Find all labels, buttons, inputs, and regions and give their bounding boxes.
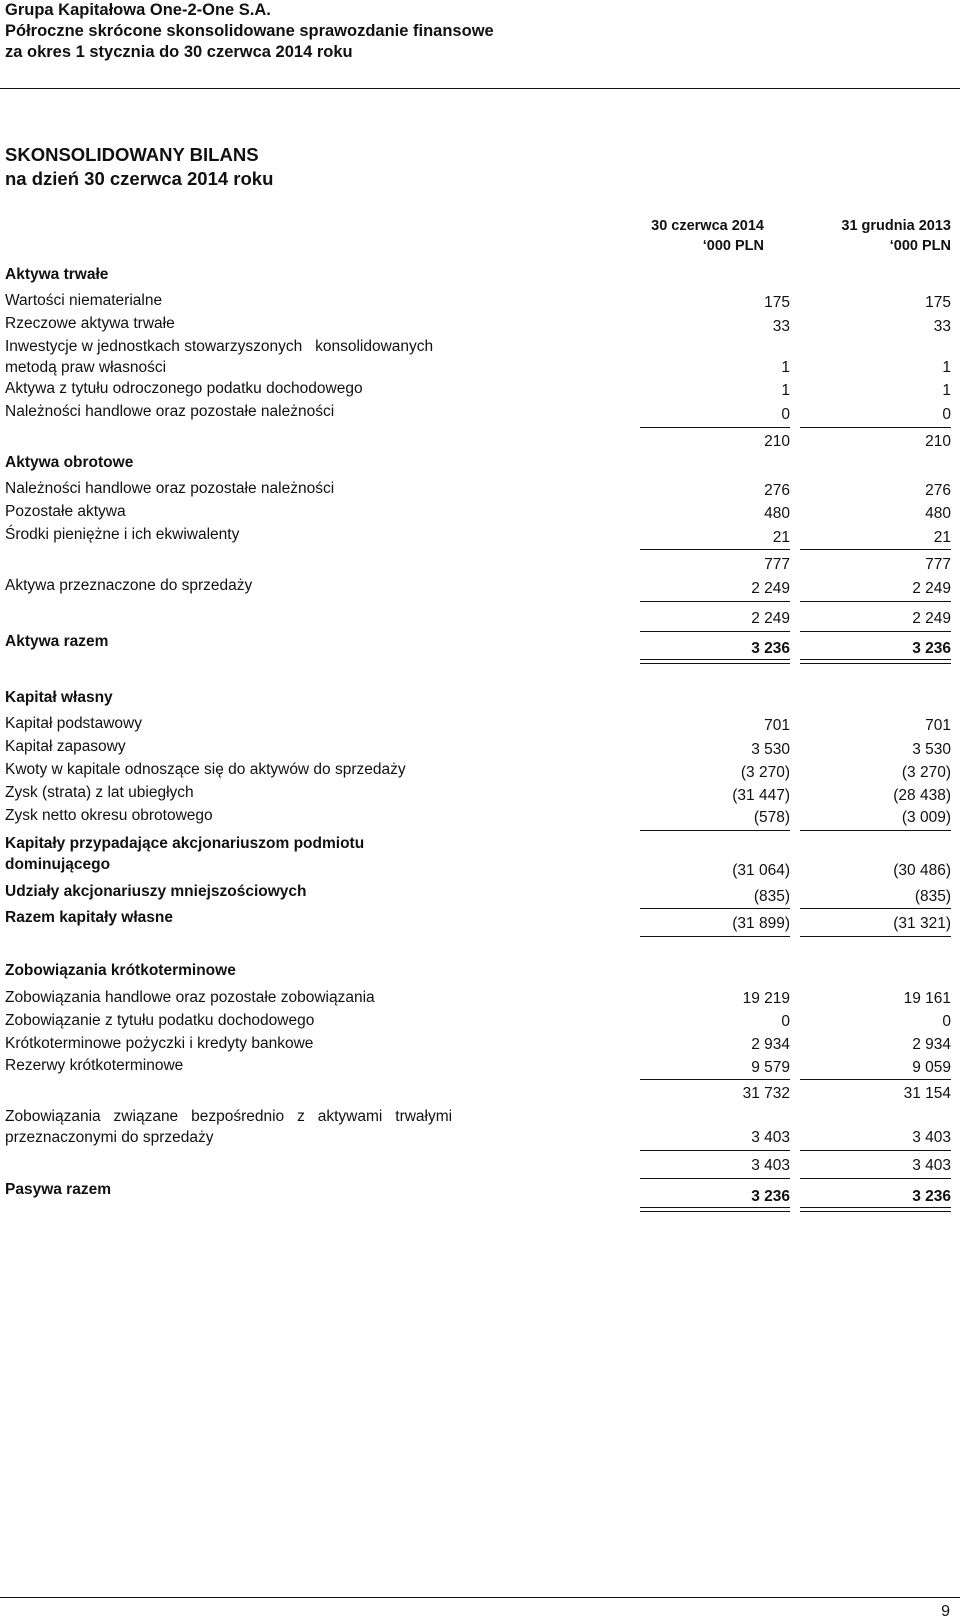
- underline: [800, 601, 951, 602]
- underline: [800, 631, 951, 632]
- row-value-col2: 3 403: [912, 1129, 951, 1146]
- total-liabilities-col1: 3 236: [751, 1188, 790, 1205]
- row-value-col2: (28 438): [893, 787, 951, 804]
- underline: [800, 427, 951, 428]
- row-value-col2: 1: [942, 382, 951, 399]
- report-period: za okres 1 stycznia do 30 czerwca 2014 roku: [5, 43, 353, 61]
- row-label: Kapitał podstawowy: [5, 715, 142, 732]
- minority-interest-label: Udziały akcjonariuszy mniejszościowych: [5, 883, 307, 900]
- row-label: Zobowiązanie z tytułu podatku dochodowego: [5, 1012, 315, 1029]
- row-label: Krótkoterminowe pożyczki i kredyty bankowe: [5, 1035, 314, 1052]
- underline: [640, 427, 790, 428]
- row-label: Zobowiązania handlowe oraz pozostałe zobowiązania: [5, 989, 375, 1006]
- row-value-col2: 480: [925, 505, 951, 522]
- total-equity-label: Razem kapitały własne: [5, 909, 173, 926]
- parent-equity-col1: (31 064): [732, 862, 790, 879]
- parent-equity-col2: (30 486): [893, 862, 951, 879]
- col1-unit-header: ‘000 PLN: [702, 238, 764, 254]
- row-value-col2: (3 270): [901, 764, 951, 781]
- row-label: Wartości niematerialne: [5, 292, 163, 309]
- section-heading-current-assets: Aktywa obrotowe: [5, 454, 134, 471]
- row-value-col2: 2 934: [912, 1036, 951, 1053]
- total-assets-col1: 3 236: [751, 640, 790, 657]
- parent-equity-label-cont: dominującego: [5, 856, 111, 873]
- col2-date-header: 31 grudnia 2013: [841, 218, 951, 234]
- double-underline: [640, 1207, 790, 1212]
- statement-title: SKONSOLIDOWANY BILANS: [5, 144, 259, 165]
- subtotal-current-col1: 777: [764, 556, 790, 573]
- section-heading-noncurrent-assets: Aktywa trwałe: [5, 266, 109, 283]
- row-value-col1: 1: [781, 382, 790, 399]
- row-value-col1: 3 403: [751, 1129, 790, 1146]
- row-label: Należności handlowe oraz pozostałe należności: [5, 480, 335, 497]
- row-label: Zysk netto okresu obrotowego: [5, 807, 213, 824]
- row-value-col2: 3 530: [912, 741, 951, 758]
- row-value-col1: 480: [764, 505, 790, 522]
- underline: [640, 601, 790, 602]
- row-value-col2: 0: [942, 1013, 951, 1030]
- row-label: Inwestycje w jednostkach stowarzyszonych konsolidowanych: [5, 338, 434, 355]
- section-heading-equity: Kapitał własny: [5, 689, 113, 706]
- footer-divider: [0, 1597, 960, 1598]
- underline: [640, 631, 790, 632]
- row-value-col1: 0: [781, 1013, 790, 1030]
- subtotal-noncurrent-col2: 210: [925, 433, 951, 450]
- statement-date: na dzień 30 czerwca 2014 roku: [5, 168, 274, 189]
- subtotal-liabilities-held-col2: 3 403: [912, 1157, 951, 1174]
- double-underline: [640, 659, 790, 664]
- row-value-col1: 1: [781, 359, 790, 376]
- page-number: 9: [941, 1603, 950, 1620]
- subtotal-noncurrent-col1: 210: [764, 433, 790, 450]
- row-value-col1: 0: [781, 406, 790, 423]
- row-value-col1: 276: [764, 482, 790, 499]
- row-value-col2: (3 009): [901, 809, 951, 826]
- underline: [800, 549, 951, 550]
- subtotal-held-for-sale-col2: 2 249: [912, 610, 951, 627]
- row-label: Aktywa z tytułu odroczonego podatku dochodowego: [5, 380, 363, 397]
- total-assets-col2: 3 236: [912, 640, 951, 657]
- row-value-col1: 33: [772, 318, 790, 335]
- row-value-col1: (578): [753, 809, 790, 826]
- row-label: Aktywa przeznaczone do sprzedaży: [5, 577, 253, 594]
- underline: [800, 1178, 951, 1179]
- minority-interest-col1: (835): [753, 888, 790, 905]
- parent-equity-label: Kapitały przypadające akcjonariuszom podmiotu: [5, 835, 365, 852]
- underline: [800, 1150, 951, 1151]
- underline: [640, 1150, 790, 1151]
- row-label: Rzeczowe aktywa trwałe: [5, 315, 175, 332]
- row-value-col1: 701: [764, 717, 790, 734]
- row-value-col1: (31 447): [732, 787, 790, 804]
- row-label: Kwoty w kapitale odnoszące się do aktywów do sprzedaży: [5, 761, 406, 778]
- row-value-col2: 1: [942, 359, 951, 376]
- underline: [800, 830, 951, 831]
- row-label: Należności handlowe oraz pozostałe należności: [5, 403, 335, 420]
- total-assets-label: Aktywa razem: [5, 633, 109, 650]
- subtotal-liabilities-col1: 31 732: [742, 1085, 790, 1102]
- row-value-col1: 2 249: [751, 580, 790, 597]
- row-value-col1: 3 530: [751, 741, 790, 758]
- row-value-col1: 9 579: [751, 1059, 790, 1076]
- total-liabilities-label: Pasywa razem: [5, 1181, 111, 1198]
- row-value-col2: 0: [942, 406, 951, 423]
- underline: [640, 936, 790, 937]
- subtotal-liabilities-col2: 31 154: [903, 1085, 951, 1102]
- row-value-col2: 9 059: [912, 1059, 951, 1076]
- subtotal-held-for-sale-col1: 2 249: [751, 610, 790, 627]
- underline: [800, 1079, 951, 1080]
- row-value-col2: 21: [933, 529, 951, 546]
- row-label: Środki pieniężne i ich ekwiwalenty: [5, 526, 240, 543]
- col2-unit-header: ‘000 PLN: [889, 238, 951, 254]
- row-label: Rezerwy krótkoterminowe: [5, 1057, 184, 1074]
- row-value-col1: 19 219: [742, 990, 790, 1007]
- subtotal-current-col2: 777: [925, 556, 951, 573]
- row-label-cont: przeznaczonymi do sprzedaży: [5, 1129, 214, 1146]
- underline: [800, 908, 951, 909]
- report-title: Półroczne skrócone skonsolidowane sprawozdanie finansowe: [5, 22, 494, 40]
- underline: [640, 549, 790, 550]
- subtotal-liabilities-held-col1: 3 403: [751, 1157, 790, 1174]
- row-label-cont: metodą praw własności: [5, 359, 167, 376]
- header-divider: [0, 88, 960, 89]
- underline: [640, 908, 790, 909]
- row-value-col2: 701: [925, 717, 951, 734]
- underline: [640, 1079, 790, 1080]
- row-label: Pozostałe aktywa: [5, 503, 126, 520]
- row-value-col1: 175: [764, 294, 790, 311]
- company-name: Grupa Kapitałowa One-2-One S.A.: [5, 1, 271, 19]
- section-heading-current-liabilities: Zobowiązania krótkoterminowe: [5, 962, 236, 979]
- row-value-col2: 33: [933, 318, 951, 335]
- underline: [640, 830, 790, 831]
- double-underline: [800, 1207, 951, 1212]
- double-underline: [800, 659, 951, 664]
- col1-date-header: 30 czerwca 2014: [651, 218, 764, 234]
- row-label: Zobowiązania związane bezpośrednio z aktywami trwałymi: [5, 1108, 453, 1125]
- row-label: Zysk (strata) z lat ubiegłych: [5, 784, 194, 801]
- row-value-col2: 2 249: [912, 580, 951, 597]
- total-liabilities-col2: 3 236: [912, 1188, 951, 1205]
- minority-interest-col2: (835): [914, 888, 951, 905]
- row-value-col1: (3 270): [740, 764, 790, 781]
- underline: [800, 936, 951, 937]
- underline: [640, 1178, 790, 1179]
- total-equity-col1: (31 899): [732, 915, 790, 932]
- row-value-col2: 19 161: [903, 990, 951, 1007]
- row-value-col2: 276: [925, 482, 951, 499]
- row-label: Kapitał zapasowy: [5, 738, 126, 755]
- row-value-col1: 2 934: [751, 1036, 790, 1053]
- row-value-col1: 21: [772, 529, 790, 546]
- row-value-col2: 175: [925, 294, 951, 311]
- total-equity-col2: (31 321): [893, 915, 951, 932]
